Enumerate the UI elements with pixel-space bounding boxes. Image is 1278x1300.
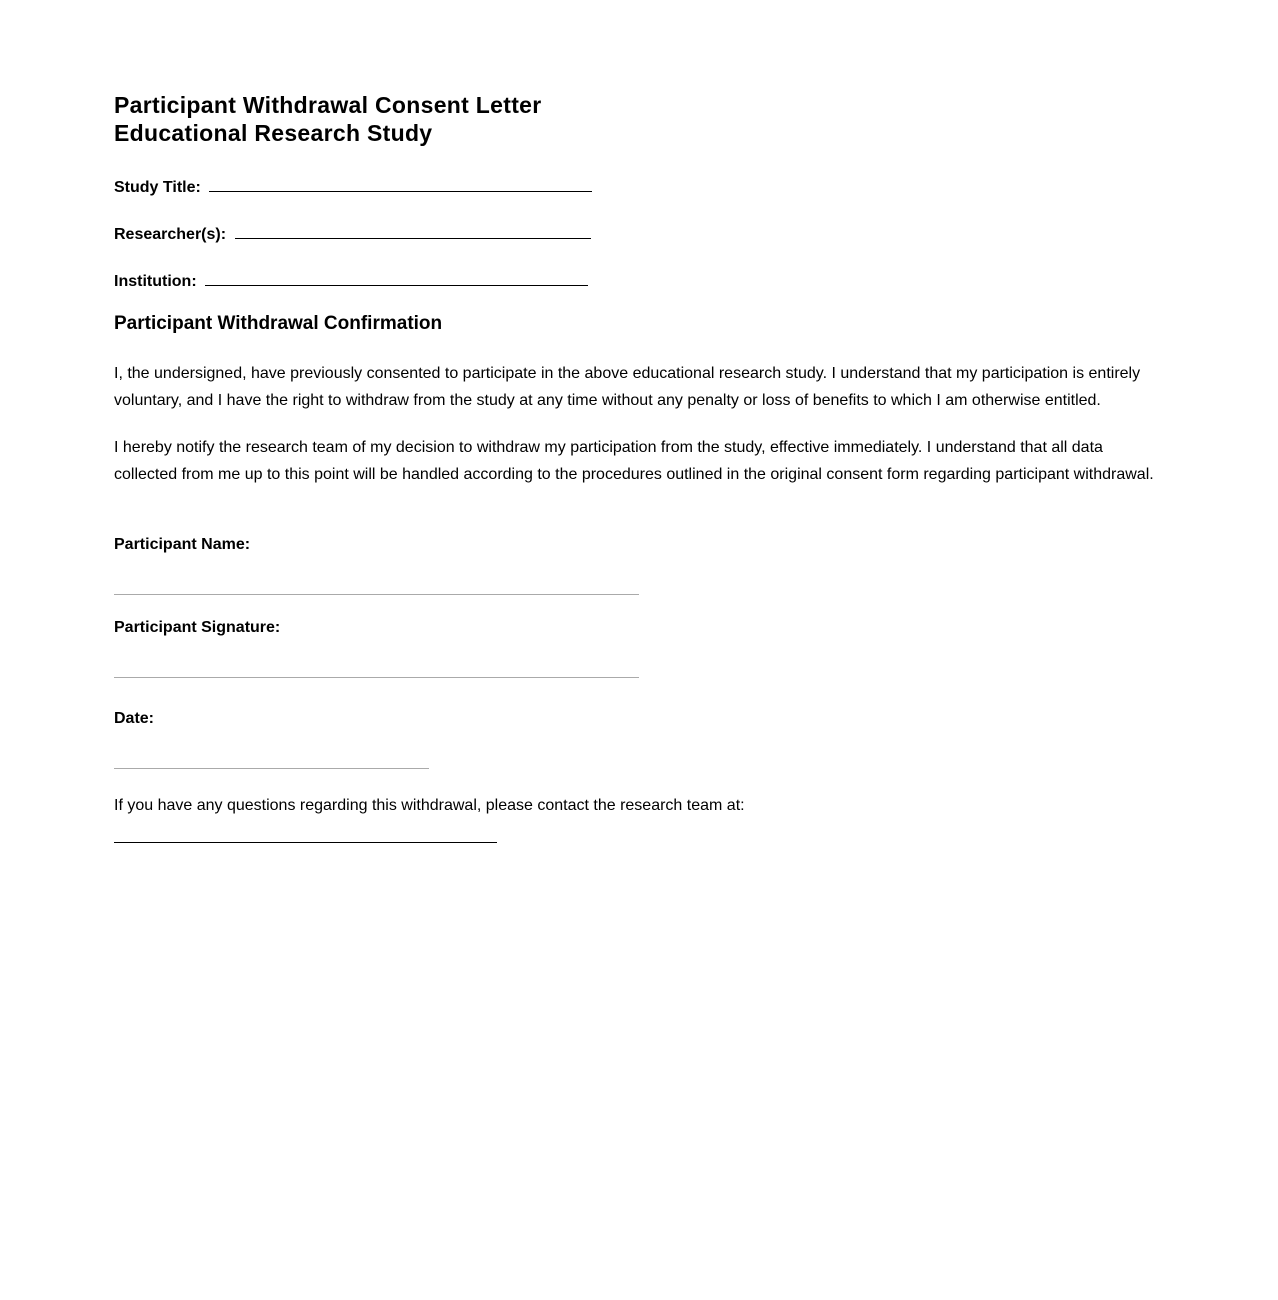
date-label: Date: <box>114 710 155 727</box>
title-line-2: Educational Research Study <box>114 120 433 146</box>
title-line-1: Participant Withdrawal Consent Letter <box>114 92 542 118</box>
institution-blank[interactable] <box>205 270 588 286</box>
contact-line[interactable] <box>114 842 497 843</box>
date-line[interactable] <box>114 768 429 769</box>
section-title: Participant Withdrawal Confirmation <box>114 313 443 334</box>
researchers-label: Researcher(s): <box>114 226 227 243</box>
institution-label: Institution: <box>114 273 197 290</box>
study-title-blank[interactable] <box>209 176 592 192</box>
study-title-field <box>114 176 592 198</box>
participant-name-label: Participant Name: <box>114 536 251 553</box>
participant-name-line[interactable] <box>114 594 639 595</box>
contact-text: If you have any questions regarding this withdrawal, please contact the research team at: <box>114 797 745 814</box>
participant-signature-line[interactable] <box>114 677 639 678</box>
paragraph-withdrawal: I hereby notify the research team of my decision to withdraw my participation from the study, effective immediately. I understand that all data collected from me up to this point will be handled according to the procedures outlined in the original consent form regarding participant withdrawal. <box>114 439 1154 483</box>
participant-signature-label: Participant Signature: <box>114 619 281 636</box>
institution-field <box>114 270 588 292</box>
document-title <box>114 91 542 147</box>
researchers-blank[interactable] <box>235 223 591 239</box>
paragraph-consent: I, the undersigned, have previously consented to participate in the above educational research study. I understand that my participation is entirely voluntary, and I have the right to withdraw from the study at any time without any penalty or loss of benefits to which I am otherwise entitled. <box>114 365 1141 409</box>
study-title-label: Study Title: <box>114 179 201 196</box>
researchers-field <box>114 223 591 245</box>
